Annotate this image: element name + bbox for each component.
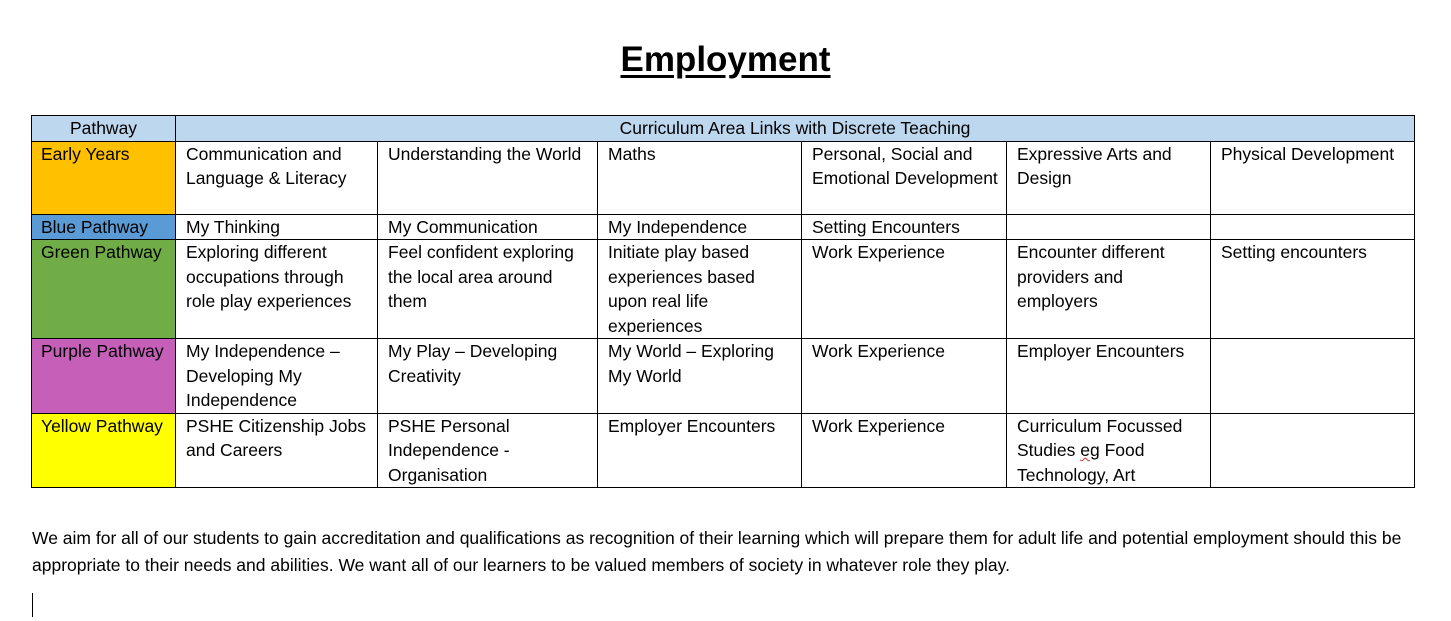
page-title: Employment bbox=[620, 40, 831, 79]
curriculum-table bbox=[31, 115, 1415, 488]
table-cell[interactable]: My Independence – Developing My Independence bbox=[176, 339, 378, 414]
pathway-cell[interactable]: Yellow Pathway bbox=[32, 413, 176, 488]
table-cell[interactable]: Exploring different occupations through role play experiences bbox=[176, 240, 378, 339]
pathway-cell[interactable]: Blue Pathway bbox=[32, 214, 176, 240]
body-paragraph[interactable]: We aim for all of our students to gain accreditation and qualifications as recognition of their learning which will prepare them for adult life and potential employment should this be appropriate to their needs and abilities. We want all of our learners to be valued members of society in whatever role they play. bbox=[32, 528, 1402, 575]
table-header-row bbox=[32, 116, 1415, 142]
table-cell[interactable] bbox=[1007, 214, 1211, 240]
table-cell[interactable]: Setting Encounters bbox=[802, 214, 1007, 240]
table-cell-curriculum-focussed[interactable] bbox=[1007, 413, 1211, 488]
table-cell[interactable]: Feel confident exploring the local area around them bbox=[378, 240, 598, 339]
table-row-early-years bbox=[32, 141, 1415, 214]
table-cell[interactable]: Understanding the World bbox=[378, 141, 598, 214]
table-cell[interactable]: Setting encounters bbox=[1211, 240, 1415, 339]
table-cell[interactable]: Expressive Arts and Design bbox=[1007, 141, 1211, 214]
table-cell[interactable]: Physical Development bbox=[1211, 141, 1415, 214]
pathway-cell[interactable]: Early Years bbox=[32, 141, 176, 214]
text-cursor bbox=[32, 593, 33, 617]
curriculum-text-before: Curriculum Focussed Studies bbox=[1017, 415, 1183, 460]
table-cell[interactable]: Personal, Social and Emotional Development bbox=[802, 141, 1007, 214]
table-cell[interactable] bbox=[1211, 413, 1415, 488]
table-cell[interactable]: Maths bbox=[598, 141, 802, 214]
table-cell[interactable]: My Play – Developing Creativity bbox=[378, 339, 598, 414]
pathway-cell[interactable]: Green Pathway bbox=[32, 240, 176, 339]
spellcheck-flagged-word[interactable]: eg bbox=[1080, 440, 1100, 460]
table-row-green-pathway bbox=[32, 240, 1415, 339]
table-cell[interactable]: Initiate play based experiences based upon real life experiences bbox=[598, 240, 802, 339]
table-cell[interactable]: Communication and Language & Literacy bbox=[176, 141, 378, 214]
pathway-cell[interactable]: Purple Pathway bbox=[32, 339, 176, 414]
table-cell[interactable]: Employer Encounters bbox=[1007, 339, 1211, 414]
table-cell[interactable]: PSHE Personal Independence - Organisation bbox=[378, 413, 598, 488]
curriculum-text-after: Food Technology, Art bbox=[1017, 440, 1145, 485]
table-cell[interactable]: Work Experience bbox=[802, 413, 1007, 488]
table-cell[interactable] bbox=[1211, 214, 1415, 240]
table-row-blue-pathway bbox=[32, 214, 1415, 240]
table-cell[interactable]: Encounter different providers and employers bbox=[1007, 240, 1211, 339]
table-cell[interactable]: Employer Encounters bbox=[598, 413, 802, 488]
table-cell[interactable]: PSHE Citizenship Jobs and Careers bbox=[176, 413, 378, 488]
table-cell[interactable]: My Thinking bbox=[176, 214, 378, 240]
table-cell[interactable]: Work Experience bbox=[802, 240, 1007, 339]
table-cell[interactable]: My Independence bbox=[598, 214, 802, 240]
table-cell[interactable] bbox=[1211, 339, 1415, 414]
table-cell[interactable]: My Communication bbox=[378, 214, 598, 240]
table-cell[interactable]: My World – Exploring My World bbox=[598, 339, 802, 414]
header-pathway[interactable]: Pathway bbox=[32, 116, 176, 142]
table-cell[interactable]: Work Experience bbox=[802, 339, 1007, 414]
table-row-yellow-pathway bbox=[32, 413, 1415, 488]
header-curriculum-links[interactable]: Curriculum Area Links with Discrete Teaching bbox=[176, 116, 1415, 142]
table-row-purple-pathway bbox=[32, 339, 1415, 414]
